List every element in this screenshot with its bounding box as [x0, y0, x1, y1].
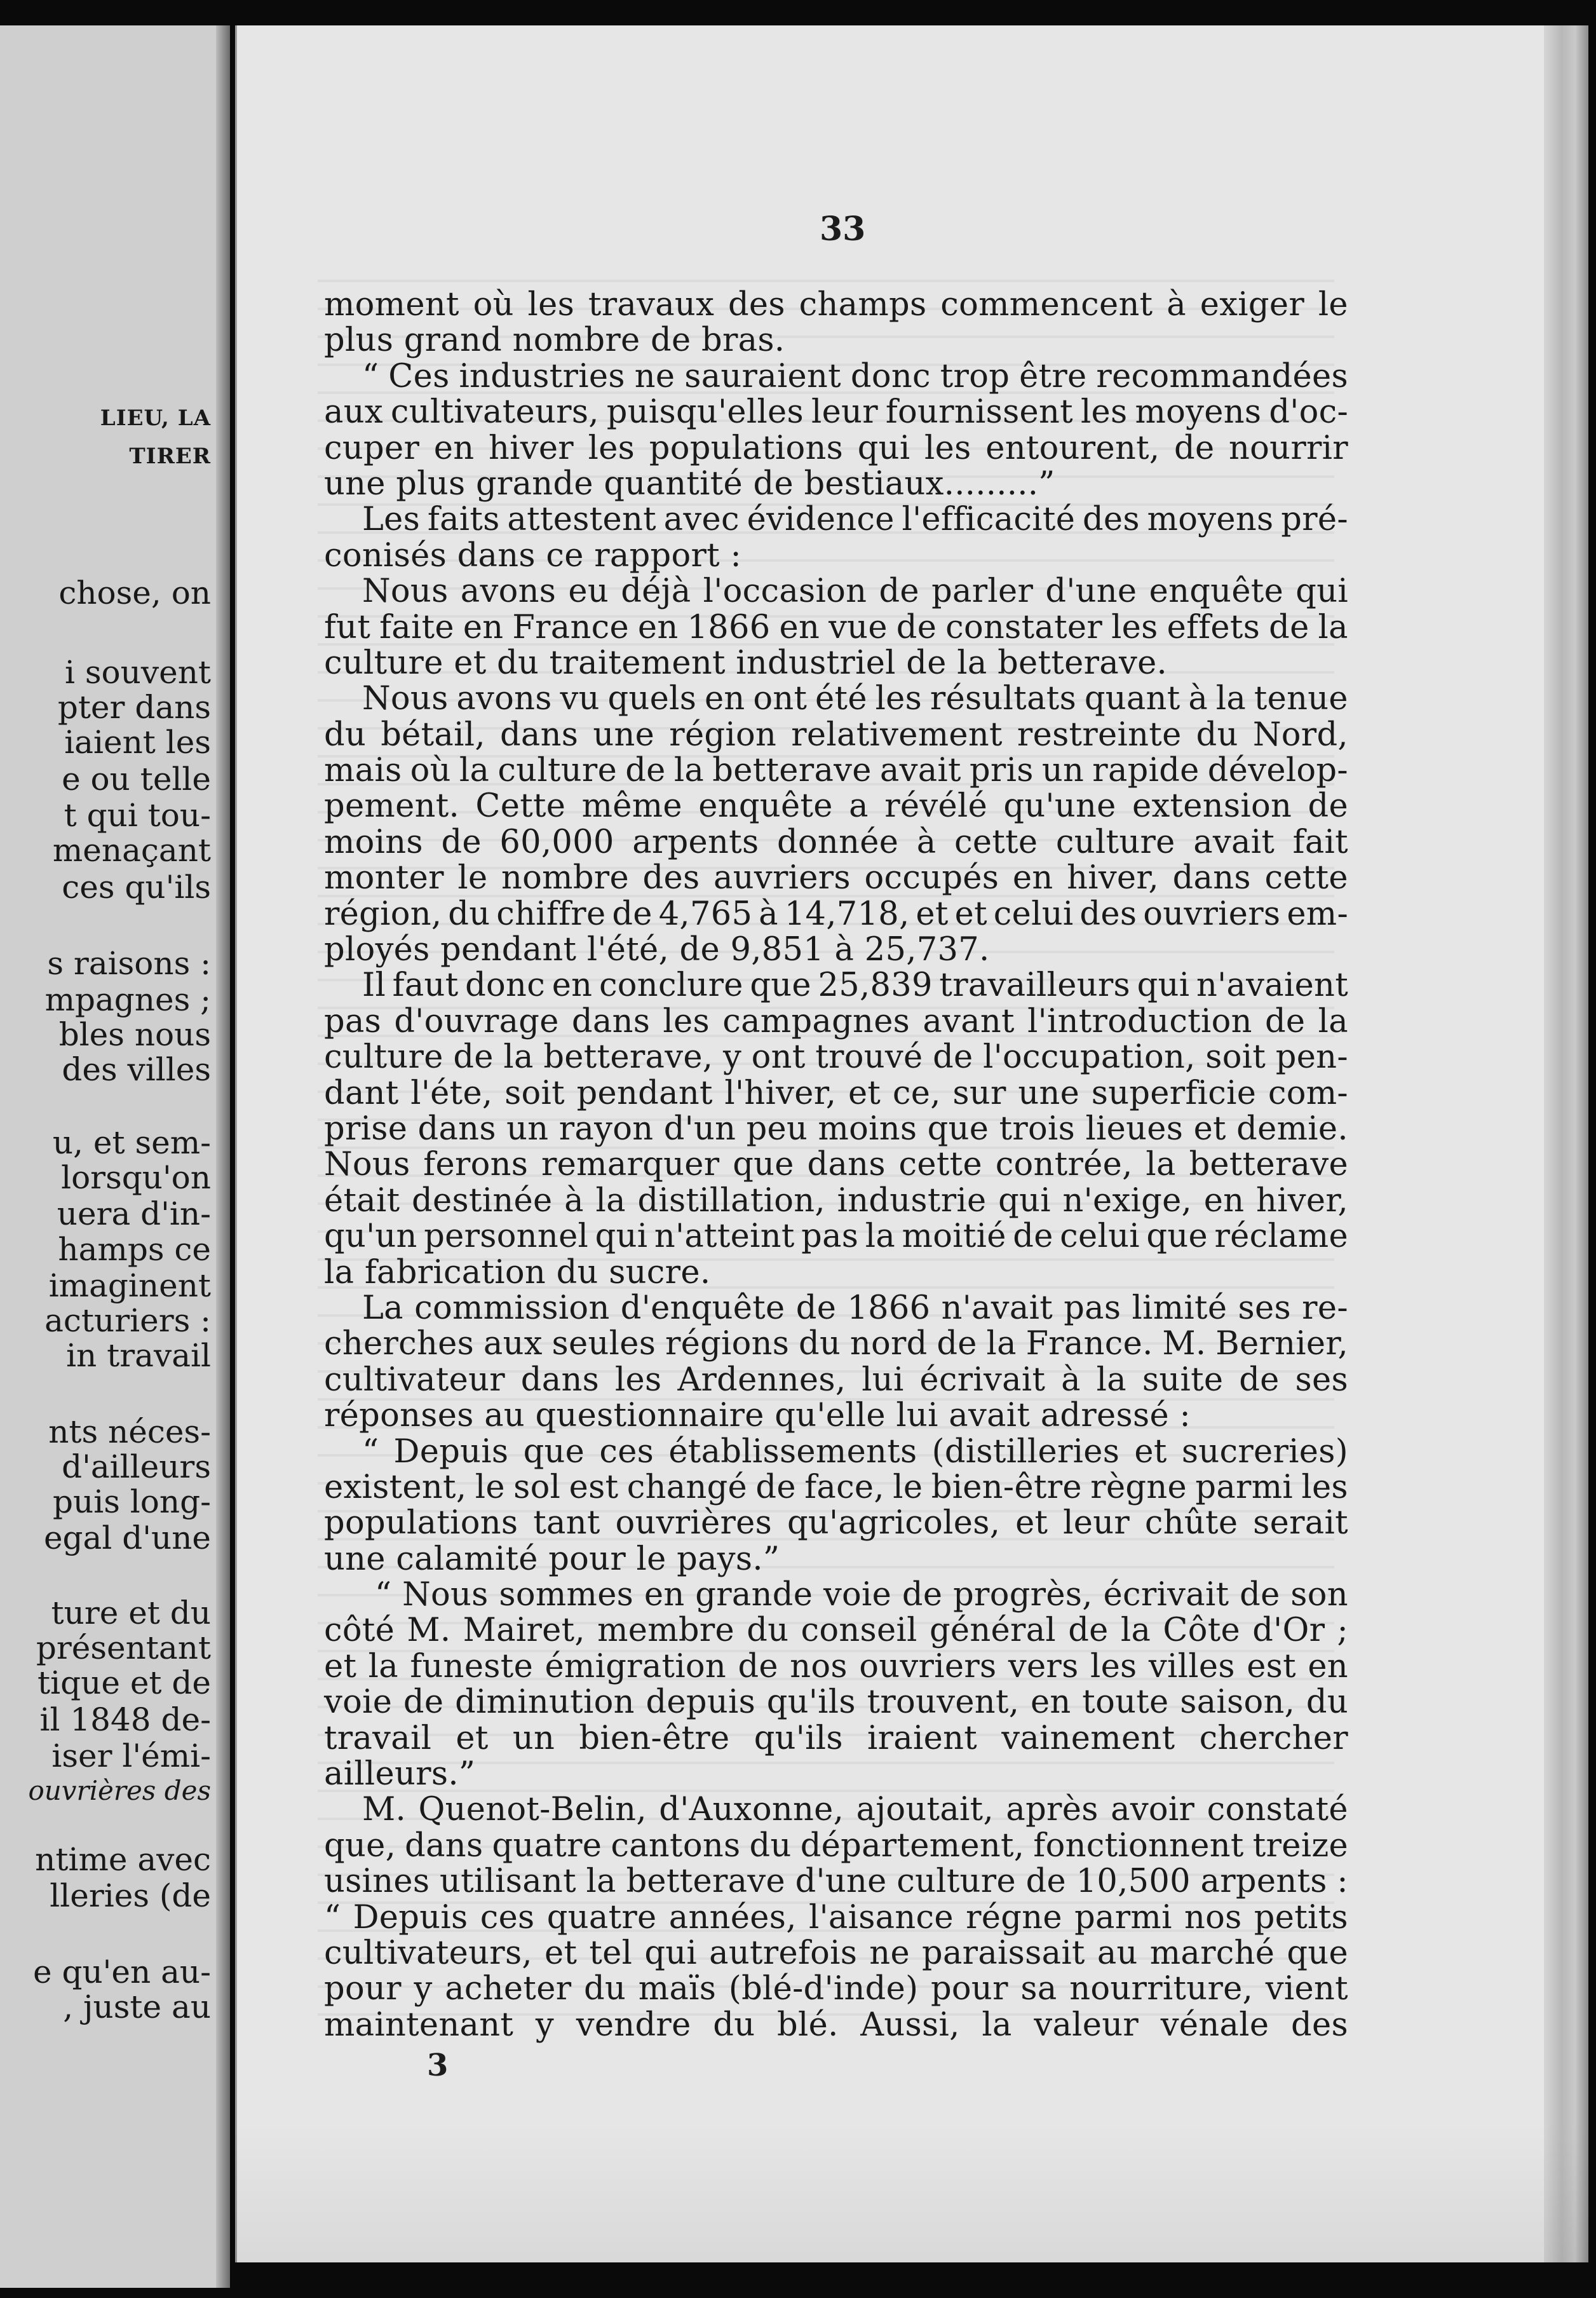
text-line: maintenant y vendre du blé. Aussi, la valeur vénale des — [324, 2006, 1348, 2044]
left-page-line: iser l'émi- — [51, 1737, 211, 1774]
text-line: côté M. Mairet, membre du conseil général de la Côte d'Or ; — [324, 1612, 1348, 1650]
left-page-line: menaçant — [52, 832, 211, 869]
text-line: région, du chiffre de 4,765 à 14,718, et et celui des ouvriers em- — [324, 895, 1348, 933]
book-gutter — [216, 25, 230, 2288]
text-line: “ Depuis que ces établissements (distilleries et sucreries) — [362, 1432, 1348, 1471]
left-page-line: s raisons : — [47, 945, 211, 982]
left-page-line: e ou telle — [62, 761, 211, 798]
text-line: fut faite en France en 1866 en vue de constater les effets de la — [324, 608, 1348, 646]
left-page-line: , juste au — [63, 1989, 211, 2025]
text-line: M. Quenot-Belin, d'Auxonne, ajoutait, après avoir constaté — [362, 1791, 1348, 1829]
text-line: Les faits attestent avec évidence l'efficacité des moyens pré- — [362, 501, 1348, 539]
left-page-line: tique et de — [37, 1664, 211, 1701]
signature-mark: 3 — [427, 2048, 449, 2083]
left-page-line: nts néces- — [48, 1413, 211, 1450]
text-line: culture de la betterave, y ont trouvé de l'occupation, soit pen- — [324, 1038, 1348, 1077]
text-line: culture et du traitement industriel de la betterave. — [324, 644, 1168, 682]
text-line: cultivateurs, et tel qui autrefois ne paraissait au marché que — [324, 1934, 1348, 1972]
page-edge — [1544, 25, 1588, 2262]
left-page-line: mpagnes ; — [44, 981, 211, 1018]
text-line: Nous avons vu quels en ont été les résultats quant à la tenue — [362, 680, 1348, 718]
left-page-line: e qu'en au- — [32, 1954, 211, 1990]
text-line: que, dans quatre cantons du département, fonctionnent treize — [324, 1826, 1348, 1865]
text-line: moins de 60,000 arpents donnée à cette culture avait fait — [324, 823, 1348, 861]
left-page-line: i souvent — [65, 654, 211, 691]
text-line: “ Nous sommes en grande voie de progrès, écrivait de son — [375, 1576, 1348, 1614]
left-page-line: ture et du — [51, 1594, 211, 1631]
left-page-line: uera d'in- — [57, 1195, 211, 1232]
left-page-line: lorsqu'on — [61, 1159, 211, 1196]
text-line: une calamité pour le pays.” — [324, 1540, 780, 1578]
text-line: ailleurs.” — [324, 1755, 476, 1793]
text-line: cherches aux seules régions du nord de la France. M. Bernier, — [324, 1325, 1348, 1363]
text-line: ployés pendant l'été, de 9,851 à 25,737. — [324, 931, 990, 969]
text-line: usines utilisant la betterave d'une culture de 10,500 arpents : — [324, 1863, 1348, 1901]
text-line: cultivateur dans les Ardennes, lui écrivait à la suite de ses — [324, 1361, 1348, 1399]
left-page-line: t qui tou- — [64, 797, 211, 834]
left-page-line: puis long- — [53, 1483, 211, 1520]
text-line: aux cultivateurs, puisqu'elles leur fournissent les moyens d'oc- — [324, 393, 1348, 432]
left-page-line: chose, on — [58, 574, 211, 611]
text-line: existent, le sol est changé de face, le bien-être règne parmi les — [324, 1468, 1348, 1506]
text-line: réponses au questionnaire qu'elle lui avait adressé : — [324, 1397, 1191, 1435]
left-page-line: ouvrières des — [28, 1775, 211, 1806]
left-page-line: des villes — [62, 1051, 211, 1088]
text-line: conisés dans ce rapport : — [324, 536, 741, 574]
left-page-line: présentant — [36, 1629, 211, 1666]
text-line: travail et un bien-être qu'ils iraient vainement chercher — [324, 1719, 1348, 1757]
left-page-line: u, et sem- — [52, 1124, 211, 1161]
left-page-line: il 1848 de- — [39, 1701, 211, 1738]
text-line: cuper en hiver les populations qui les entourent, de nourrir — [324, 429, 1348, 467]
left-page-line: ntime avec — [35, 1841, 211, 1878]
text-line: “ Depuis ces quatre années, l'aisance régne parmi nos petits — [324, 1898, 1348, 1936]
text-line: monter le nombre des auvriers occupés en hiver, dans cette — [324, 859, 1348, 897]
text-line: mais où la culture de la betterave avait pris un rapide dévelop- — [324, 752, 1348, 790]
text-line: dant l'éte, soit pendant l'hiver, et ce, sur une superficie com- — [324, 1074, 1348, 1112]
text-line: pas d'ouvrage dans les campagnes avant l'introduction de la — [324, 1002, 1348, 1040]
left-page-line: LIEU, LA — [100, 405, 211, 431]
text-line: qu'un personnel qui n'atteint pas la moitié de celui que réclame — [324, 1218, 1348, 1256]
left-page-line: egal d'une — [43, 1520, 211, 1556]
text-line: Il faut donc en conclure que 25,839 travailleurs qui n'avaient — [362, 967, 1348, 1005]
left-page-line: TIRER — [129, 444, 211, 469]
left-page-line: bles nous — [58, 1016, 211, 1053]
body-text — [324, 287, 1348, 2043]
text-line: Nous avons eu déjà l'occasion de parler d'une enquête qui — [362, 573, 1348, 611]
text-line: populations tant ouvrières qu'agricoles, et leur chûte serait — [324, 1504, 1348, 1542]
text-line: la fabrication du sucre. — [324, 1253, 711, 1291]
left-page-line: iaient les — [64, 724, 211, 761]
text-line: et la funeste émigration de nos ouvriers vers les villes est en — [324, 1647, 1348, 1685]
page-shadow — [235, 2123, 1588, 2262]
left-page-line: in travail — [66, 1337, 211, 1374]
left-page-line: pter dans — [57, 689, 211, 726]
text-line: “ Ces industries ne sauraient donc trop être recommandées — [362, 357, 1348, 395]
text-line: une plus grande quantité de bestiaux.........” — [324, 465, 1055, 503]
text-line: La commission d'enquête de 1866 n'avait pas limité ses re- — [362, 1289, 1348, 1327]
text-line: pour y acheter du maïs (blé-d'inde) pour sa nourriture, vient — [324, 1970, 1348, 2008]
text-line: prise dans un rayon d'un peu moins que trois lieues et demie. — [324, 1110, 1348, 1148]
left-page-line: imaginent — [48, 1267, 211, 1304]
text-line: voie de diminution depuis qu'ils trouvent, en toute saison, du — [324, 1683, 1348, 1722]
left-page-line: lleries (de — [50, 1877, 211, 1914]
left-page-line: ces qu'ils — [62, 869, 211, 906]
text-line: du bétail, dans une région relativement restreinte du Nord, — [324, 716, 1348, 754]
text-line: Nous ferons remarquer que dans cette contrée, la betterave — [324, 1146, 1348, 1184]
left-page-line: hamps ce — [58, 1231, 211, 1268]
left-page-line: d'ailleurs — [62, 1448, 211, 1485]
text-line: moment où les travaux des champs commencent à exiger le — [324, 286, 1348, 323]
text-line: était destinée à la distillation, industrie qui n'exige, en hiver, — [324, 1181, 1348, 1220]
left-page — [0, 25, 230, 2288]
text-line: plus grand nombre de bras. — [324, 322, 785, 360]
left-page-line: acturiers : — [44, 1302, 211, 1339]
page-number: 33 — [820, 210, 866, 248]
text-line: pement. Cette même enquête a révélé qu'une extension de — [324, 787, 1348, 826]
